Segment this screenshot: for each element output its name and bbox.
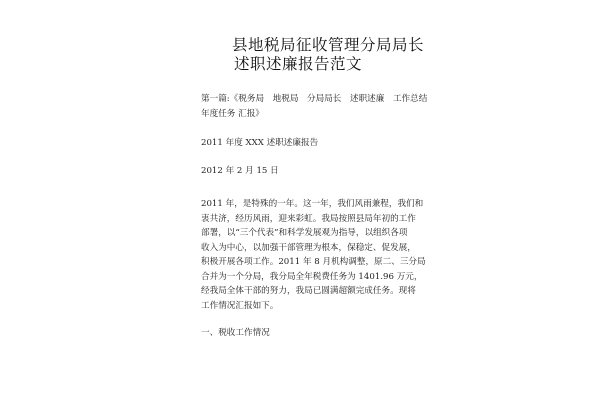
- title-line-2: 述职述廉报告范文: [234, 55, 363, 73]
- title-line-1: 县地税局征收管理分局局长: [232, 36, 425, 54]
- paragraph-line: 收入为中心，以加强干部管理为根本，保稳定、促发展，: [201, 242, 416, 253]
- section-one-line-1: 第一篇:《税务局 地税局 分局局长 述职述廉 工作总结: [201, 94, 428, 104]
- body-paragraph: [201, 197, 426, 313]
- section-one-line-2: 年度任务 汇报》: [201, 108, 264, 119]
- paragraph-line: 经我局全体干部的努力，我局已圆满超额完成任务。现将: [201, 286, 416, 296]
- section-one-heading: [201, 92, 427, 121]
- paragraph-line: 衷共济，经历风雨，迎来彩虹。我局按照县局年初的工作: [201, 213, 416, 224]
- paragraph-line: 工作情况汇报如下。: [201, 300, 279, 311]
- paragraph-line: 积极开展各项工作。2011 年 8 月机构调整，原二、三分局: [201, 257, 426, 267]
- paragraph-line: 2011 年，是特殊的一年。这一年，我们风雨兼程，我们和: [201, 199, 424, 209]
- paragraph-line: 合并为一个分局，我分局全年税费任务为 1401.96 万元，: [201, 271, 423, 282]
- paragraph-line: 部署，以“三个代表”和科学发展观为指导，以组织各项: [201, 228, 408, 238]
- report-date: 2012 年 2 月 15 日: [201, 166, 279, 176]
- document-title: [220, 36, 480, 74]
- report-title: 2011 年度 XXX 述职述廉报告: [201, 138, 319, 148]
- section-heading-tax-work: 一、税收工作情况: [201, 328, 270, 338]
